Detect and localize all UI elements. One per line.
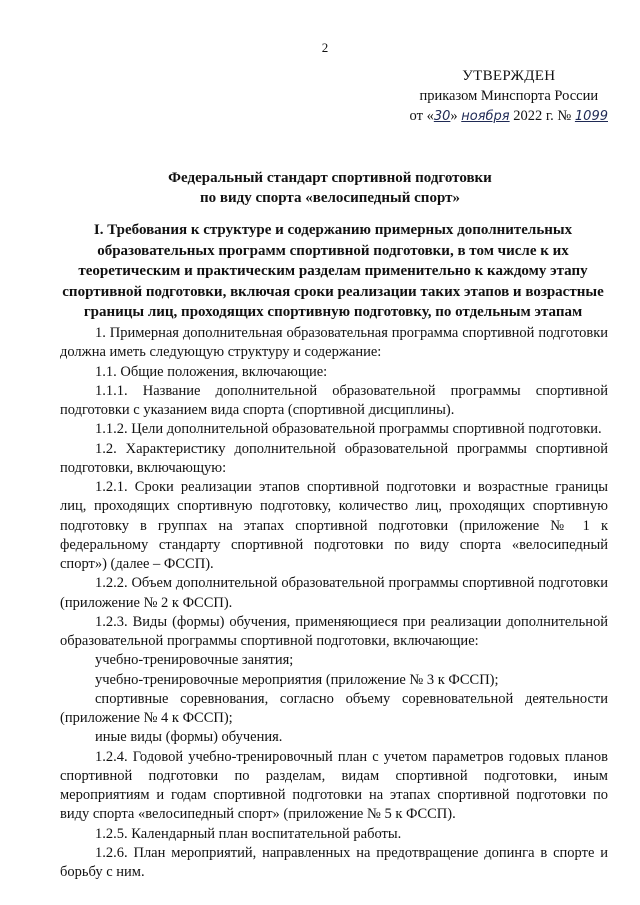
document-title	[60, 168, 600, 208]
approval-date-line	[410, 106, 608, 127]
document-body	[60, 324, 608, 882]
paragraph: 1.2.6. План мероприятий, направленных на предотвращение допинга в спорте и борьбу с ним.	[60, 844, 608, 880]
document-title-line-1: Федеральный стандарт спортивной подготовки	[168, 170, 492, 186]
paragraph: иные виды (формы) обучения.	[95, 729, 283, 746]
paragraph: 1.1. Общие положения, включающие:	[95, 363, 328, 380]
paragraph: 1.2.4. Годовой учебно-тренировочный план с учетом параметров годовых планов спортивной подготовки по разделам, видам спортивной подготовки, иным мероприятиям и годам спортивной подготовки на этапах спортивной подготовки по виду спорта «велосипедный спорт» (приложение № 5 к ФССП).	[60, 748, 608, 823]
document-title-line-2: по виду спорта «велосипедный спорт»	[200, 190, 460, 206]
paragraph: 1.2.1. Сроки реализации этапов спортивной подготовки и возрастные границы лиц, проходящих спортивную подготовку, количество лиц, проходящих спортивную подготовку в группах на этапах спортивной подготовки (приложение № 1 к федеральному стандарту спортивной подготовки по виду спорта «велосипедный спорт») (далее – ФССП).	[60, 479, 608, 572]
approval-order: приказом Минспорта России	[419, 88, 599, 104]
page-number: 2	[321, 40, 329, 55]
paragraph: 1. Примерная дополнительная образовательная программа спортивной подготовки должна иметь следующую структуру и содержание:	[60, 325, 608, 361]
paragraph: 1.2. Характеристику дополнительной образовательной программы спортивной подготовки, включающую:	[60, 440, 608, 476]
approval-title: УТВЕРЖДЕН	[462, 68, 556, 84]
paragraph: 1.2.2. Объем дополнительной образовательной программы спортивной подготовки (приложение № 2 к ФССП).	[60, 575, 608, 611]
date-mid: »	[450, 108, 462, 124]
paragraph: учебно-тренировочные мероприятия (приложение № 3 к ФССП);	[95, 671, 499, 688]
paragraph: 1.2.5. Календарный план воспитательной работы.	[95, 825, 402, 842]
date-year: 2022 г. №	[509, 108, 575, 124]
paragraph: 1.1.1. Название дополнительной образовательной программы спортивной подготовки с указанием вида спорта (спортивной дисциплины).	[60, 382, 608, 418]
paragraph: 1.1.2. Цели дополнительной образовательной программы спортивной подготовки.	[95, 421, 602, 438]
paragraph: спортивные соревнования, согласно объему соревновательной деятельности (приложение № 4 к ФССП);	[60, 690, 608, 726]
paragraph: учебно-тренировочные занятия;	[95, 652, 294, 669]
date-day: 30	[433, 109, 451, 124]
date-prefix: от «	[409, 108, 434, 124]
approval-block	[410, 66, 608, 127]
section-heading: I. Требования к структуре и содержанию примерных дополнительных образовательных программ спортивной подготовки, в том числе к их теоретическим и практическим разделам применительно к каждому этапу спортивной подготовки, включая сроки реализации таких этапов и возрастные границы лиц, проходящих спортивную подготовку, по отдельным этапам	[62, 222, 604, 320]
order-number: 1099	[574, 109, 608, 124]
paragraph: 1.2.3. Виды (формы) обучения, применяющиеся при реализации дополнительной образовательной программы спортивной подготовки, включающие:	[60, 613, 608, 649]
date-month: ноября	[461, 109, 510, 124]
